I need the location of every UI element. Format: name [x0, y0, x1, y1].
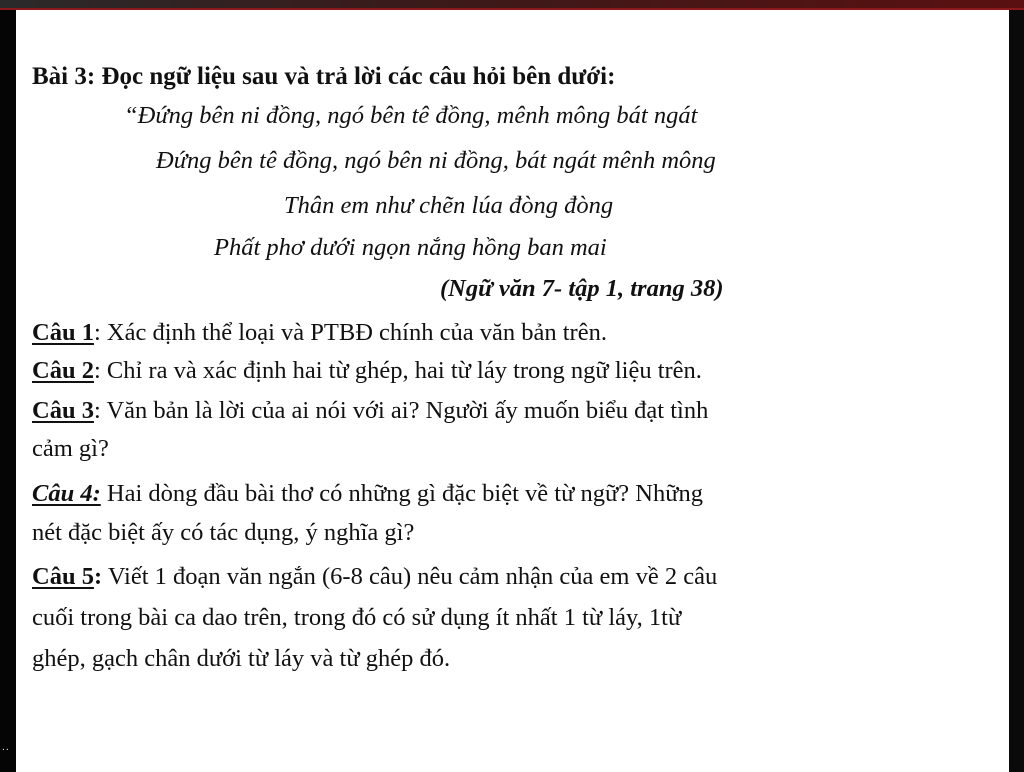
poem-line-2: Đứng bên tê đồng, ngó bên ni đồng, bát ngát mênh mông: [156, 147, 716, 174]
question-5-text-line-1: Viết 1 đoạn văn ngắn (6-8 câu) nêu cảm nhận của em về 2 câu: [107, 563, 718, 590]
poem-line-4: Phất phơ dưới ngọn nắng hồng ban mai: [214, 234, 607, 261]
question-3-sep: :: [93, 397, 101, 424]
question-2-sep: :: [93, 357, 101, 384]
question-2-label: Câu 2: [32, 357, 94, 384]
question-5-text-line-3: ghép, gạch chân dưới từ láy và từ ghép đó.: [32, 645, 451, 672]
question-5-text-line-2: cuối trong bài ca dao trên, trong đó có sử dụng ít nhất 1 từ láy, 1từ: [32, 604, 682, 631]
question-1-label: Câu 1: [32, 319, 94, 346]
left-edge-bar: [0, 10, 16, 772]
question-1: [32, 318, 607, 348]
question-3-text-line-1: Văn bản là lời của ai nói với ai? Người ấy muốn biểu đạt tình: [106, 397, 709, 424]
exercise-heading: Bài 3: Đọc ngữ liệu sau và trả lời các câu hỏi bên dưới:: [32, 63, 616, 90]
right-edge-bar: [1009, 10, 1024, 772]
poem-line-3: Thân em như chẽn lúa đòng đòng: [284, 192, 614, 219]
poem-line-1: “Đứng bên ni đồng, ngó bên tê đồng, mênh mông bát ngát: [124, 102, 698, 129]
question-5: [32, 562, 717, 592]
question-5-sep: :: [93, 563, 103, 590]
question-3-text-line-2: cảm gì?: [32, 435, 109, 462]
question-4: [32, 479, 703, 509]
question-1-text: Xác định thể loại và PTBĐ chính của văn bản trên.: [106, 319, 607, 346]
question-5-label: Câu 5: [32, 563, 94, 590]
question-3-label: Câu 3: [32, 397, 94, 424]
question-4-text-line-1: Hai dòng đầu bài thơ có những gì đặc biệt về từ ngữ? Những: [106, 480, 703, 507]
question-1-sep: :: [93, 319, 101, 346]
question-4-label: Câu 4:: [32, 480, 101, 507]
left-marker-dots: ..: [2, 743, 10, 753]
question-2: [32, 356, 702, 386]
question-2-text: Chỉ ra và xác định hai từ ghép, hai từ láy trong ngữ liệu trên.: [106, 357, 702, 384]
poem-source: (Ngữ văn 7- tập 1, trang 38): [440, 275, 724, 302]
document-page: [16, 10, 1009, 772]
question-3: [32, 396, 708, 426]
question-4-text-line-2: nét đặc biệt ấy có tác dụng, ý nghĩa gì?: [32, 519, 415, 546]
